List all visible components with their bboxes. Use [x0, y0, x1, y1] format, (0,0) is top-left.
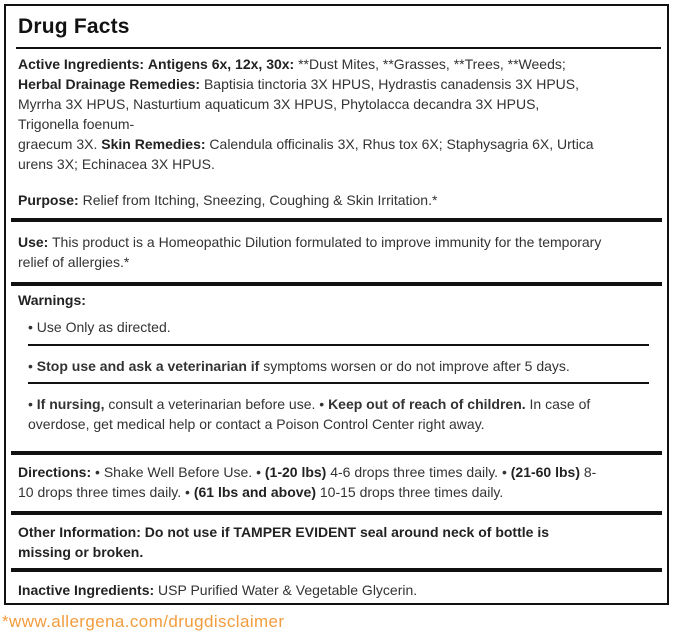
disclaimer-link[interactable]: *www.allergena.com/drugdisclaimer: [2, 612, 285, 631]
direction-weight: (21-60 lbs): [510, 464, 580, 480]
section-divider: [11, 511, 662, 515]
bullet: •: [28, 396, 33, 412]
skin-remedies-label: Skin Remedies:: [101, 136, 206, 152]
other-info-line-2: missing or broken.: [18, 544, 144, 560]
section-divider: [11, 451, 662, 455]
warning-text: consult a veterinarian before use.: [108, 396, 316, 412]
directions-section: [18, 462, 657, 502]
purpose-label: Purpose:: [18, 192, 79, 208]
direction-weight: (1-20 lbs): [264, 464, 327, 480]
use-line-2: relief of allergies.*: [18, 254, 130, 270]
bullet: •: [256, 464, 261, 480]
drug-facts-panel: [4, 4, 669, 605]
warnings-label: Warnings:: [18, 292, 86, 308]
warning-bold: Keep out of reach of children.: [328, 396, 526, 412]
warning-item: • Use Only as directed.: [28, 319, 171, 335]
other-info-line-1: Other Information: Do not use if TAMPER EVIDENT seal around neck of bottle is: [18, 524, 550, 540]
bullet: •: [501, 464, 507, 480]
active-ingredients-label: Active Ingredients:: [18, 56, 145, 72]
warning-divider: [28, 382, 649, 384]
warnings-heading: [18, 290, 657, 310]
warning-bold: If nursing,: [36, 396, 105, 412]
section-divider: [11, 282, 662, 286]
direction-weight: (61 lbs and above): [193, 484, 316, 500]
use-line-1: This product is a Homeopathic Dilution formulated to improve immunity for the temporary: [52, 234, 602, 250]
direction-text: Shake Well Before Use.: [103, 464, 253, 480]
warning-item: [28, 356, 651, 376]
direction-text: 10 drops three times daily.: [18, 484, 182, 500]
herbal-line-4: graecum 3X.: [18, 136, 98, 152]
direction-text: 8-: [583, 464, 597, 480]
bullet: •: [185, 484, 190, 500]
purpose-section: [18, 190, 657, 210]
section-divider: [11, 218, 662, 222]
bullet: •: [28, 358, 33, 374]
herbal-line-1: Baptisia tinctoria 3X HPUS, Hydrastis canadensis 3X HPUS,: [203, 76, 580, 92]
herbal-line-2: Myrrha 3X HPUS, Nasturtium aquaticum 3X HPUS, Phytolacca decandra 3X HPUS,: [18, 96, 540, 112]
active-ingredients-section: [18, 54, 657, 174]
herbal-label: Herbal Drainage Remedies:: [18, 76, 201, 92]
use-section: [18, 232, 657, 272]
antigens-label: Antigens 6x, 12x, 30x:: [147, 56, 295, 72]
skin-line-1: Calendula officinalis 3X, Rhus tox 6X; Staphysagria 6X, Urtica: [209, 136, 594, 152]
antigens-text: **Dust Mites, **Grasses, **Trees, **Weeds;: [298, 56, 566, 72]
warning-text: symptoms worsen or do not improve after 5 days.: [263, 358, 570, 374]
inactive-label: Inactive Ingredients:: [18, 582, 155, 598]
warning-text: In case of: [529, 396, 591, 412]
direction-text: 10-15 drops three times daily.: [319, 484, 504, 500]
inactive-text: USP Purified Water & Vegetable Glycerin.: [158, 582, 418, 598]
purpose-text: Relief from Itching, Sneezing, Coughing & Skin Irritation.*: [82, 192, 438, 208]
warning-item: [28, 394, 651, 434]
section-divider: [11, 568, 662, 572]
skin-line-2: urens 3X; Echinacea 3X HPUS.: [18, 156, 215, 172]
directions-label: Directions:: [18, 464, 92, 480]
use-label: Use:: [18, 234, 49, 250]
bullet: •: [95, 464, 100, 480]
warning-text: overdose, get medical help or contact a Poison Control Center right away.: [28, 416, 485, 432]
drug-facts-title: Drug Facts: [18, 15, 130, 38]
direction-text: 4-6 drops three times daily.: [330, 464, 499, 480]
title-divider: [16, 47, 661, 49]
inactive-ingredients-section: [18, 580, 657, 600]
warning-bold: Stop use and ask a veterinarian if: [36, 358, 260, 374]
warning-divider: [28, 344, 649, 346]
herbal-line-3: Trigonella foenum-: [18, 116, 135, 132]
other-information-section: [18, 522, 657, 562]
bullet: •: [319, 396, 325, 412]
